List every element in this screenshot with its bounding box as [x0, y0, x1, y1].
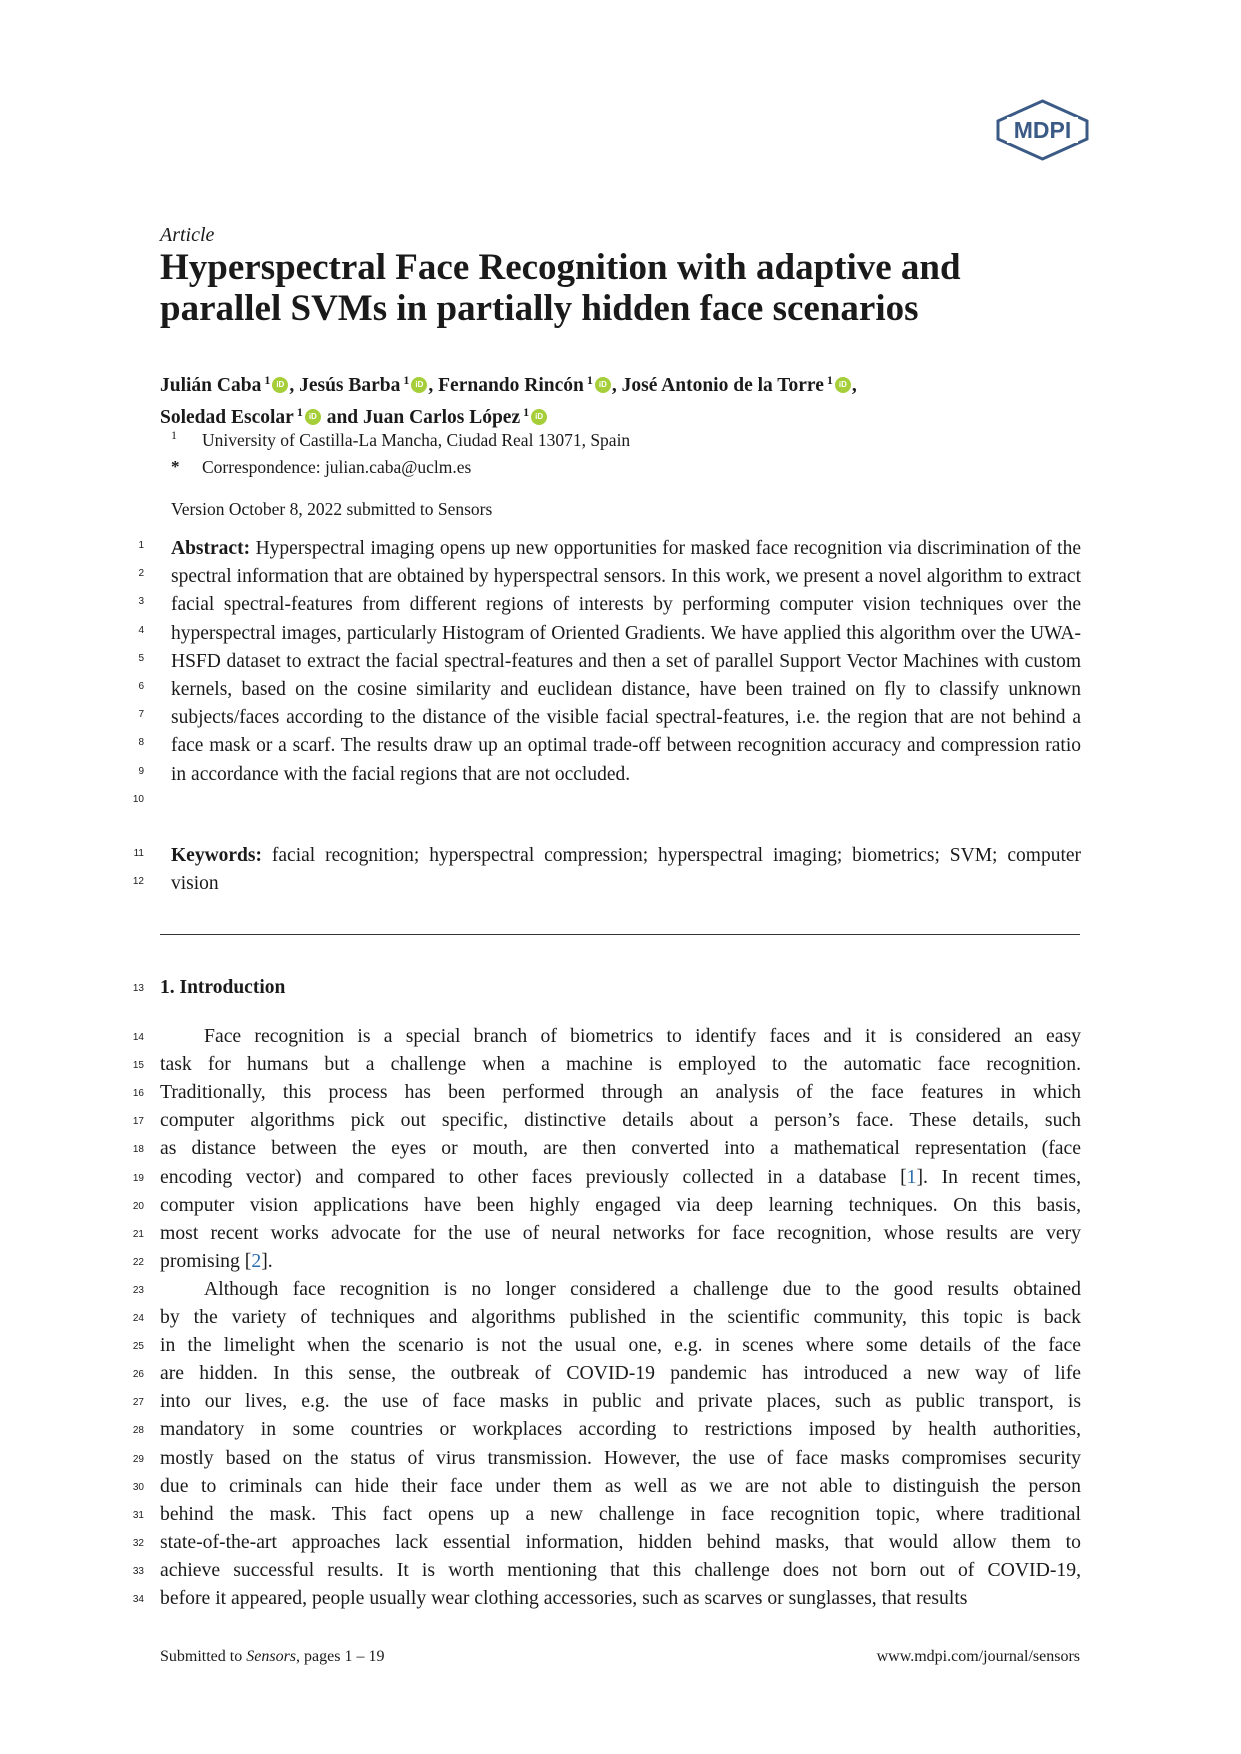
- body-text-line: as distance between the eyes or mouth, are then converted into a mathematical representation (face: [160, 1137, 1081, 1160]
- author-name: Juan Carlos López: [363, 407, 521, 428]
- line-number: 9: [138, 765, 144, 777]
- journal-name: Sensors: [246, 1648, 297, 1665]
- line-number: 7: [138, 709, 144, 721]
- line-number: 11: [133, 848, 144, 859]
- keywords-label: Keywords:: [171, 845, 262, 866]
- abstract-text: Hyperspectral imaging opens up new opportunities for masked face recognition via discrimination of the spectral information that are obtained by hyperspectral sensors. In this work, we present a novel algorithm to extract facial spectral-features from different regions of interests by performing computer vision techniques over the hyperspectral images, particularly Histogram of Oriented Gradients. We have applied this algorithm over the UWA-HSFD dataset to extract the facial spectral-features and then a set of parallel Support Vector Machines with custom kernels, based on the cosine similarity and euclidean distance, have been trained on fly to classify unknown subjects/faces according to the distance of the visible facial spectral-features, i.e. the region that are not behind a face mask or a scarf. The results draw up an optimal trade-off between recognition accuracy and compression ratio in accordance with the facial regions that are not occluded.: [171, 538, 1081, 785]
- author-list: [160, 367, 1090, 431]
- author-separator: and: [321, 407, 364, 428]
- orcid-icon[interactable]: [305, 409, 321, 425]
- line-number: 5: [138, 652, 144, 664]
- line-number: 17: [132, 1116, 144, 1128]
- line-number: 1: [138, 540, 144, 551]
- body-text-line: Face recognition is a special branch of biometrics to identify faces and it is considered an easy: [204, 1025, 1081, 1047]
- logo-text: MDPI: [1013, 117, 1072, 143]
- correspondence-text: Correspondence: julian.caba@uclm.es: [202, 457, 472, 477]
- body-text-line: most recent works advocate for the use of neural networks for face recognition, whose results are very: [160, 1221, 1081, 1244]
- line-number: 10: [132, 793, 144, 805]
- abstract-label: Abstract:: [171, 538, 251, 559]
- body-text-line: Traditionally, this process has been performed through an analysis of the face features in which: [160, 1081, 1081, 1104]
- author-affiliation-sup: 1: [523, 405, 530, 419]
- keywords: [171, 842, 1081, 898]
- line-number: 16: [132, 1088, 144, 1100]
- line-number: 14: [132, 1032, 144, 1043]
- paper-title: Hyperspectral Face Recognition with adaptive and parallel SVMs in partially hidden face scenarios: [160, 247, 961, 329]
- line-number: 4: [138, 624, 144, 636]
- footer-url[interactable]: www.mdpi.com/journal/sensors: [876, 1648, 1080, 1665]
- body-text-line: before it appeared, people usually wear clothing accessories, such as scarves or sunglasses, that results: [160, 1587, 968, 1609]
- body-text-line: by the variety of techniques and algorithms published in the scientific community, this topic is back: [160, 1306, 1081, 1328]
- line-number: 34: [132, 1594, 144, 1605]
- body-text-line: achieve successful results. It is worth mentioning that this challenge does not born out of COVID-19,: [160, 1558, 1081, 1581]
- body-text-line: behind the mask. This fact opens up a new challenge in face recognition topic, where traditional: [160, 1502, 1081, 1525]
- line-number: 32: [132, 1537, 144, 1549]
- body-text-line: in the limelight when the scenario is not the usual one, e.g. in scenes where some details of the face: [160, 1334, 1081, 1357]
- body-text-line: Although face recognition is no longer considered a challenge due to the good results obtained: [204, 1277, 1081, 1300]
- line-number: 24: [132, 1313, 144, 1324]
- mdpi-logo: [995, 99, 1090, 161]
- version-line: Version October 8, 2022 submitted to Sensors: [171, 499, 493, 519]
- body-text-line: encoding vector) and compared to other faces previously collected in a database [1]. In recent times,: [160, 1165, 1082, 1188]
- author-name: Julián Caba: [160, 375, 262, 396]
- author-name: Jesús Barba: [299, 375, 401, 396]
- line-number: 26: [132, 1369, 144, 1381]
- author-affiliation-sup: 1: [403, 373, 410, 387]
- article-type: Article: [160, 224, 215, 246]
- line-number: 27: [132, 1397, 144, 1409]
- body-text-line: due to criminals can hide their face under them as well as we are not able to distinguish the person: [160, 1474, 1081, 1497]
- line-number: 13: [132, 983, 144, 994]
- body-text-line: into our lives, e.g. the use of face masks in public and private places, such as public transport, is: [160, 1390, 1081, 1413]
- orcid-icon[interactable]: [835, 377, 851, 393]
- line-number: 15: [132, 1060, 144, 1072]
- orcid-icon[interactable]: [595, 377, 611, 393]
- line-number: 25: [132, 1341, 144, 1353]
- body-text-line: mandatory in some countries or workplaces according to restrictions imposed by health authorities,: [160, 1418, 1081, 1441]
- line-number: 21: [132, 1228, 144, 1240]
- line-number: 3: [138, 596, 144, 608]
- author-affiliation-sup: 1: [826, 373, 833, 387]
- author-affiliation-sup: 1: [264, 373, 271, 387]
- citation-link[interactable]: 2: [251, 1249, 262, 1272]
- line-number: 12: [132, 876, 144, 887]
- line-number: 20: [132, 1200, 144, 1212]
- line-number: 28: [132, 1425, 144, 1437]
- author-separator: ,: [428, 375, 439, 396]
- orcid-icon[interactable]: [531, 409, 547, 425]
- keywords-text: facial recognition; hyperspectral compression; hyperspectral imaging; biometrics; SVM; computer vision: [171, 845, 1082, 895]
- section-heading: 1. Introduction: [160, 977, 286, 998]
- line-number: 30: [132, 1481, 144, 1493]
- abstract: [171, 535, 1081, 789]
- body-text-line: promising [2].: [160, 1249, 273, 1272]
- author-name: Fernando Rincón: [438, 375, 584, 396]
- affiliation-text: University of Castilla-La Mancha, Ciudad Real 13071, Spain: [202, 430, 631, 450]
- orcid-icon[interactable]: [272, 377, 288, 393]
- body-text-line: computer algorithms pick out specific, distinctive details about a person’s face. These details, such: [160, 1109, 1081, 1132]
- author-name: José Antonio de la Torre: [621, 375, 824, 396]
- body-text-line: mostly based on the status of virus transmission. However, the use of face masks compromises security: [160, 1446, 1081, 1469]
- author-affiliation-sup: 1: [296, 405, 303, 419]
- correspondence-mark: *: [171, 457, 180, 476]
- body-text-line: computer vision applications have been highly engaged via deep learning techniques. On this basis,: [160, 1193, 1081, 1216]
- line-number: 2: [138, 568, 144, 580]
- line-number: 18: [132, 1144, 144, 1156]
- author-name: Soledad Escolar: [160, 407, 294, 428]
- author-separator: ,: [289, 375, 300, 396]
- body-text-line: task for humans but a challenge when a machine is employed to the automatic face recognition.: [160, 1053, 1081, 1076]
- line-number: 22: [132, 1256, 144, 1268]
- line-number: 8: [138, 737, 144, 749]
- line-number: 31: [132, 1509, 144, 1521]
- affiliation-mark: 1: [171, 428, 177, 442]
- line-number: 29: [132, 1453, 144, 1465]
- body-text-line: state-of-the-art approaches lack essential information, hidden behind masks, that would allow them to: [160, 1530, 1081, 1553]
- footer-journal: Submitted to Sensors, pages 1 – 19: [160, 1648, 385, 1665]
- section-divider: [160, 934, 1080, 935]
- body-text-line: are hidden. In this sense, the outbreak of COVID-19 pandemic has introduced a new way of life: [160, 1362, 1081, 1385]
- author-separator: ,: [611, 375, 622, 396]
- author-affiliation-sup: 1: [586, 373, 593, 387]
- line-number: 33: [132, 1565, 144, 1577]
- line-number: 6: [138, 681, 144, 692]
- citation-link[interactable]: 1: [906, 1165, 917, 1188]
- author-separator: ,: [851, 375, 857, 396]
- line-number: 23: [132, 1284, 144, 1296]
- orcid-icon[interactable]: [411, 377, 427, 393]
- line-number: 19: [132, 1172, 144, 1184]
